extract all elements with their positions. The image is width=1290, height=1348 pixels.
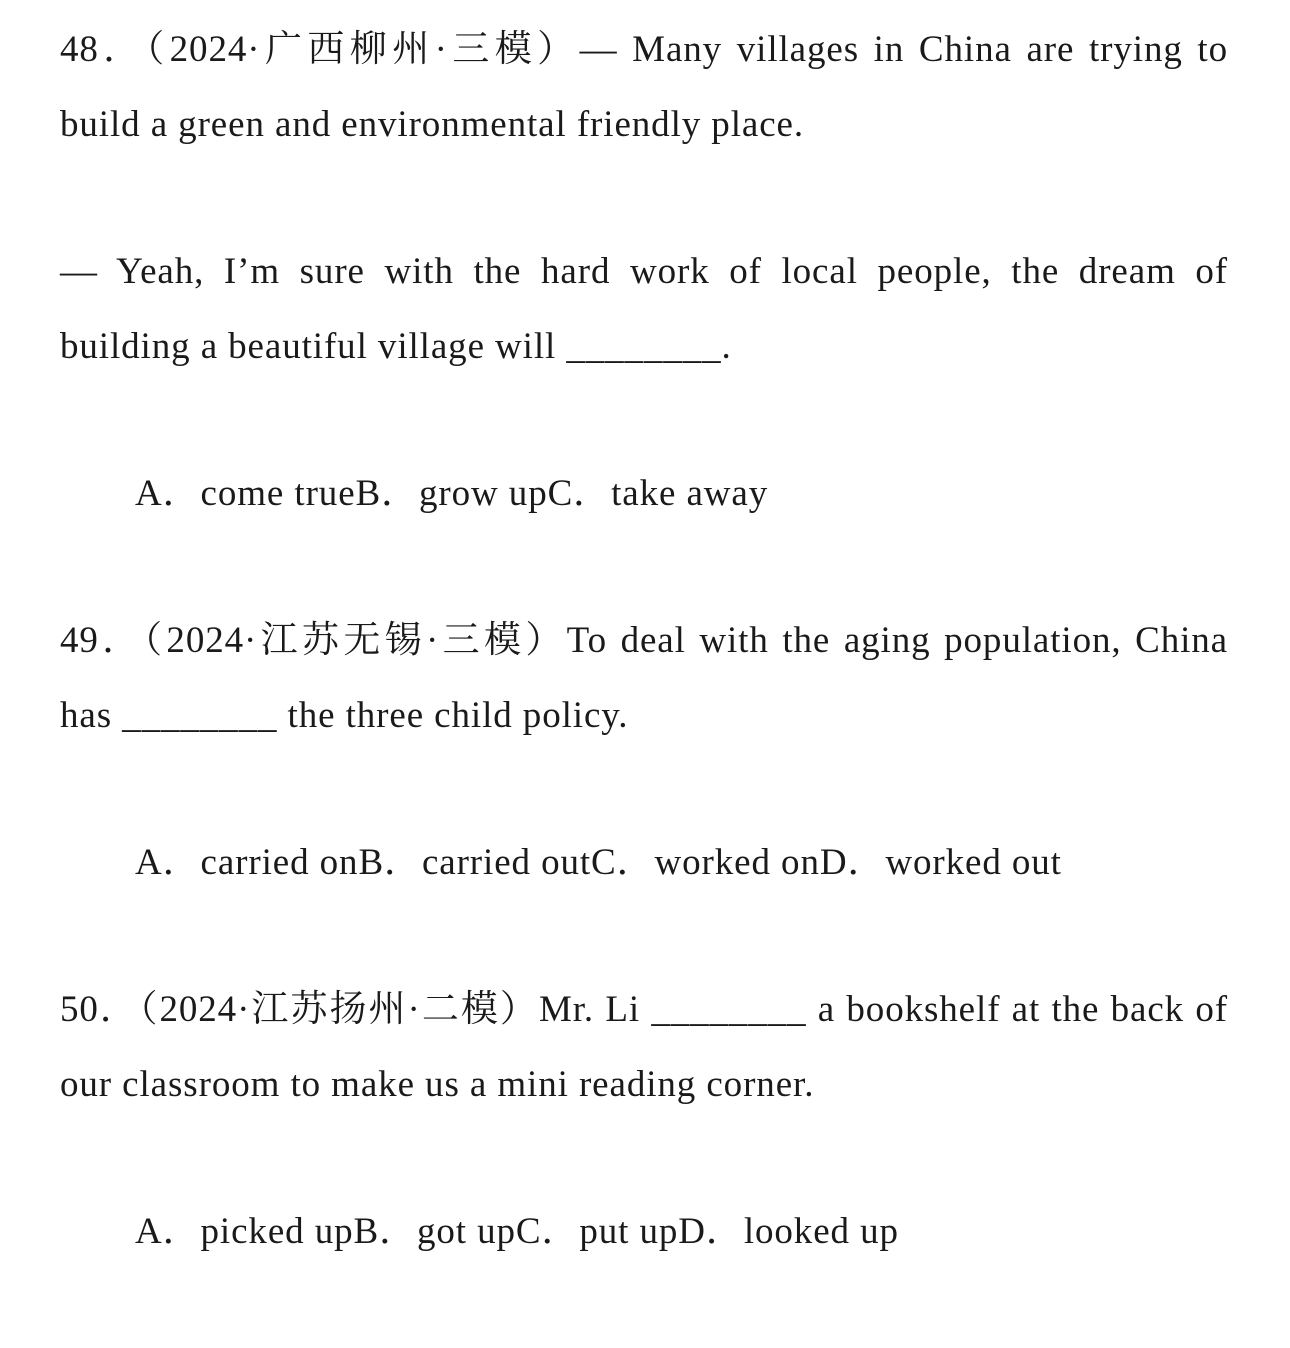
- question-49-stem: [60, 603, 1228, 753]
- question-text: — Many villages in China are trying to build a green and environmental friendly place.: [60, 29, 1229, 145]
- question-number: 48．: [60, 29, 146, 70]
- question-number: 50．: [60, 989, 139, 1030]
- question-source: （2024·江苏无锡·三模）: [143, 620, 567, 661]
- question-text: To deal with the aging population, China has ________ the three child policy.: [60, 620, 1228, 736]
- question-number: 49．: [60, 620, 144, 661]
- question-49-options: A．carried onB．carried outC．worked onD．worked out: [135, 842, 1062, 883]
- question-source: （2024·广西柳州·三模）: [145, 29, 580, 70]
- question-50-stem: [60, 972, 1228, 1122]
- question-50-options: A．picked upB．got upC．put upD．looked up: [135, 1211, 899, 1252]
- question-source: （2024·江苏扬州·二模）: [138, 989, 539, 1030]
- question-48-stem: [60, 12, 1228, 162]
- question-text: Mr. Li ________ a bookshelf at the back of our classroom to make us a mini reading corner.: [60, 989, 1228, 1105]
- question-48-options: A．come trueB．grow upC．take away: [135, 473, 769, 514]
- question-48-reply: — Yeah, I’m sure with the hard work of local people, the dream of building a beautiful village will ________.: [60, 251, 1228, 367]
